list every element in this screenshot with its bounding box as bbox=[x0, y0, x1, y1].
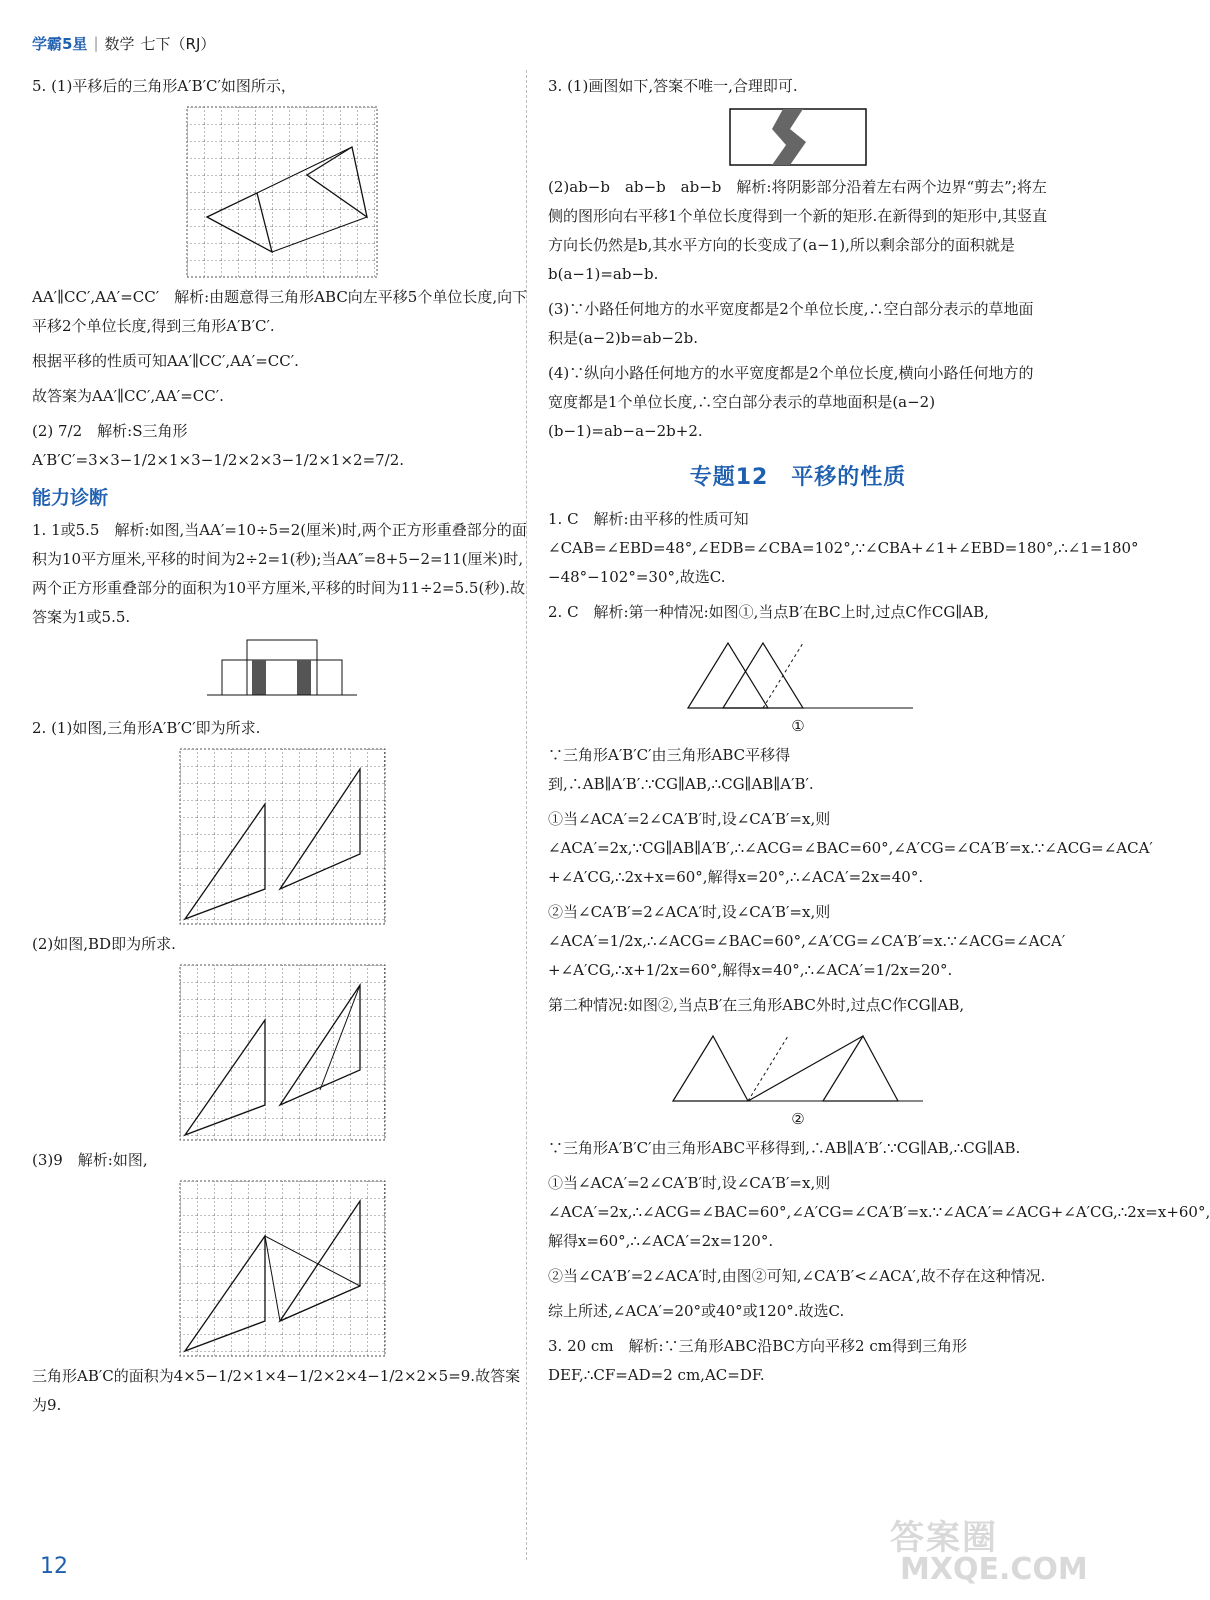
left-column bbox=[32, 72, 532, 1426]
triangle-figure-1 bbox=[678, 633, 918, 713]
subject-label: 数学 bbox=[104, 34, 135, 53]
r3-part1: 3. (1)画图如下,答案不唯一,合理即可. bbox=[548, 77, 798, 95]
t2-line-c: ②当∠CA′B′=2∠ACA′时,设∠CA′B′=x,则∠ACA′=1/2x,∴∠ACG=∠BAC=60°,∠A′CG=∠CA′B′=x.∵∠ACG=∠ACA′+∠A′CG,∴x+1/2x=60°,解得x=40°,∴∠ACA′=1/2x=20°. bbox=[548, 903, 1066, 979]
grade-label: 七下（RJ） bbox=[140, 34, 216, 53]
section-heading: 能力诊断 bbox=[32, 487, 109, 509]
t2-line-a: ∵三角形A′B′C′由三角形ABC平移得到,∴AB∥A′B′.∵CG∥AB,∴CG∥AB∥A′B′. bbox=[548, 746, 814, 793]
page-header bbox=[32, 30, 215, 56]
q5-part2: (2) 7/2 解析:S三角形A′B′C′=3×3−1/2×1×3−1/2×2×3−1/2×1×2=7/2. bbox=[32, 422, 405, 469]
n2-part3-answer: 三角形AB′C的面积为4×5−1/2×1×4−1/2×2×4−1/2×2×5=9.故答案为9. bbox=[32, 1367, 521, 1414]
n2-part2: (2)如图,BD即为所求. bbox=[32, 935, 176, 953]
watermark-logo: 答案圈 bbox=[890, 1518, 998, 1558]
header-separator: | bbox=[93, 34, 99, 52]
grid-figure-n2-1 bbox=[180, 749, 385, 924]
grid-figure-q5 bbox=[187, 107, 377, 277]
page-number: 12 bbox=[40, 1554, 68, 1579]
t2-line-e: ∵三角形A′B′C′由三角形ABC平移得到,∴AB∥A′B′.∵CG∥AB,∴CG∥AB. bbox=[548, 1139, 1021, 1157]
n1-answer: 1. 1或5.5 解析:如图,当AA′=10÷5=2(厘米)时,两个正方形重叠部分的面积为10平方厘米,平移的时间为2÷2=1(秒);当AA″=8+5−2=11(厘米)时,两个正方形重叠部分的面积为10平方厘米,平移的时间为11÷2=5.5(秒).故答案为1或5.5. bbox=[32, 521, 527, 626]
t2-line-f: ①当∠ACA′=2∠CA′B′时,设∠CA′B′=x,则∠ACA′=2x,∴∠ACG=∠BAC=60°,∠A′CG=∠CA′B′=x.∵∠ACA′=∠ACG+∠A′CG,∴2x=x+60°,解得x=60°,∴∠ACA′=2x=120°. bbox=[548, 1174, 1210, 1250]
grid-figure-n2-2 bbox=[180, 965, 385, 1140]
q5-answer-3: 故答案为AA′∥CC′,AA′=CC′. bbox=[32, 387, 224, 405]
watermark-url: MXQE.COM bbox=[900, 1552, 1088, 1587]
triangle-figure-2 bbox=[668, 1026, 928, 1106]
r3-part2: (2)ab−b ab−b ab−b 解析:将阴影部分沿着左右两个边界“剪去”;将左侧的图形向右平移1个单位长度得到一个新的矩形.在新得到的矩形中,其竖直方向长仍然是b,其水平方向的长变成了(a−1),所以剩余部分的面积就是b(a−1)=ab−b. bbox=[548, 178, 1048, 283]
n2-part3: (3)9 解析:如图, bbox=[32, 1151, 148, 1169]
q5-answer: AA′∥CC′,AA′=CC′ 解析:由题意得三角形ABC向左平移5个单位长度,向下平移2个单位长度,得到三角形A′B′C′. bbox=[32, 288, 528, 335]
figure-2-caption: ② bbox=[791, 1110, 805, 1128]
path-rectangle-figure bbox=[728, 107, 868, 167]
t2-intro: 2. C 解析:第一种情况:如图①,当点B′在BC上时,过点C作CG∥AB, bbox=[548, 603, 989, 621]
r3-part3: (3)∵小路任何地方的水平宽度都是2个单位长度,∴空白部分表示的草地面积是(a−2)b=ab−2b. bbox=[548, 300, 1034, 347]
squares-figure bbox=[207, 638, 357, 708]
figure-1-caption: ① bbox=[791, 717, 805, 735]
r3-part4: (4)∵纵向小路任何地方的水平宽度都是2个单位长度,横向小路任何地方的宽度都是1个单位长度,∴空白部分表示的草地面积是(a−2)(b−1)=ab−a−2b+2. bbox=[548, 364, 1034, 440]
q5-answer-2: 根据平移的性质可知AA′∥CC′,AA′=CC′. bbox=[32, 352, 299, 370]
q5-part1: 5. (1)平移后的三角形A′B′C′如图所示， bbox=[32, 77, 296, 95]
grid-figure-n2-3 bbox=[180, 1181, 385, 1356]
brand-logo: 学霸5星 bbox=[32, 34, 88, 53]
t2-line-g: ②当∠CA′B′=2∠ACA′时,由图②可知,∠CA′B′<∠ACA′,故不存在这种情况. bbox=[548, 1267, 1046, 1285]
t1-answer: 1. C 解析:由平移的性质可知∠CAB=∠EBD=48°,∠EDB=∠CBA=102°,∵∠CBA+∠1+∠EBD=180°,∴∠1=180°−48°−102°=30°,故选C. bbox=[548, 510, 1139, 586]
t2-line-h: 综上所述,∠ACA′=20°或40°或120°.故选C. bbox=[548, 1302, 845, 1320]
n2-part1: 2. (1)如图,三角形A′B′C′即为所求. bbox=[32, 719, 261, 737]
t2-line-b: ①当∠ACA′=2∠CA′B′时,设∠CA′B′=x,则∠ACA′=2x,∵CG∥AB∥A′B′,∴∠ACG=∠BAC=60°,∠A′CG=∠CA′B′=x.∵∠ACG=∠ACA′+∠A′CG,∴2x+x=60°,解得x=20°,∴∠ACA′=2x=40°. bbox=[548, 810, 1153, 886]
t2-line-d: 第二种情况:如图②,当点B′在三角形ABC外时,过点C作CG∥AB, bbox=[548, 996, 965, 1014]
t3-answer: 3. 20 cm 解析:∵三角形ABC沿BC方向平移2 cm得到三角形DEF,∴CF=AD=2 cm,AC=DF. bbox=[548, 1337, 967, 1384]
topic-heading: 专题12 平移的性质 bbox=[689, 465, 907, 490]
right-column bbox=[548, 72, 1210, 1396]
